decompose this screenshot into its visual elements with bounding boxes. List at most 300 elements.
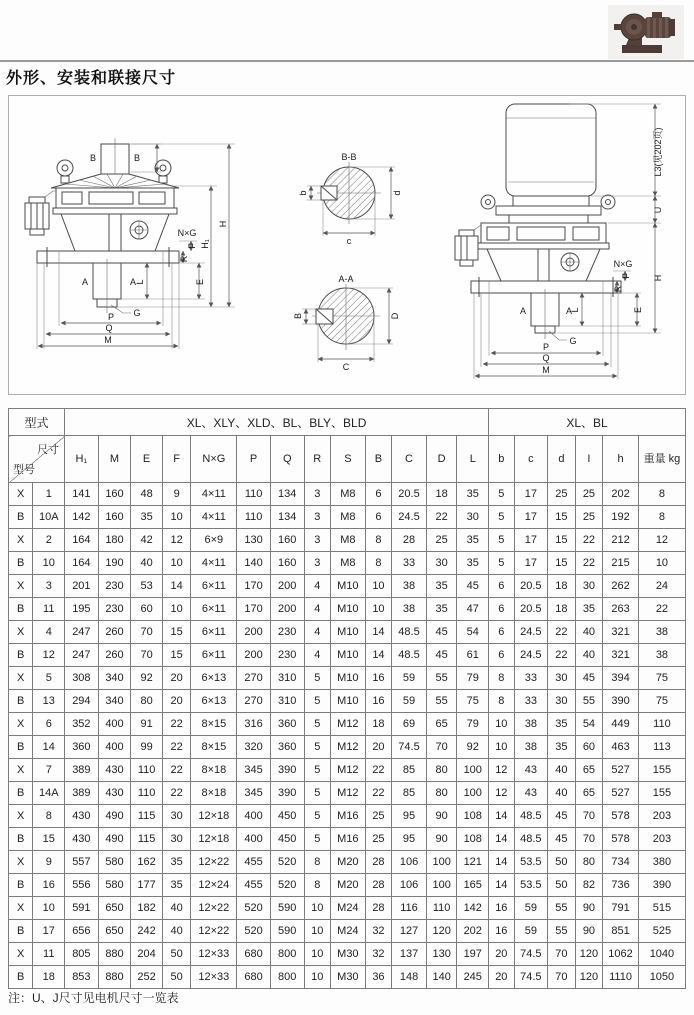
value-cell: 345 [237,759,271,782]
value-cell: 6 [489,598,514,621]
value-cell: 25 [365,828,392,851]
value-cell: 36 [365,966,392,989]
value-cell: 40 [548,759,576,782]
dim-label-c: c [346,236,352,246]
value-cell: 20 [162,667,191,690]
value-cell: 880 [98,966,131,989]
dim-label-E: E [195,278,205,286]
value-cell: 400 [98,713,131,736]
value-cell: 490 [98,805,131,828]
value-cell: 8 [638,506,685,529]
value-cell: 155 [638,782,685,805]
value-cell: 100 [426,874,457,897]
value-cell: M12 [331,759,366,782]
value-cell: 160 [270,529,304,552]
value-cell: 70 [131,621,163,644]
value-cell: 28 [365,874,392,897]
model-cell: 14A [33,782,65,805]
value-cell: 734 [603,851,639,874]
dim-label-M: M [104,335,112,345]
value-cell: 65 [575,759,603,782]
value-cell: 53.5 [514,874,548,897]
value-cell: 389 [65,759,99,782]
model-cell: 10 [33,552,65,575]
value-cell: 35 [575,598,603,621]
value-cell: 8 [489,667,514,690]
value-cell: 12×24 [191,874,237,897]
value-cell: 48.5 [514,828,548,851]
type-label-cell: 型式 [9,409,65,436]
dim-label-F: F [187,243,197,249]
value-cell: 53 [131,575,163,598]
value-cell: 5 [304,667,331,690]
value-cell: 5 [304,690,331,713]
value-cell: 74.5 [514,943,548,966]
dim-label-d: d [392,190,402,196]
table-row [9,897,686,920]
model-cell: 8 [33,805,65,828]
value-cell: 25 [365,805,392,828]
value-cell: 35 [548,736,576,759]
value-cell: 20 [489,966,514,989]
value-cell: 74.5 [392,736,427,759]
series-cell: B [9,828,33,851]
header-divider [0,60,694,62]
value-cell: 390 [603,690,639,713]
value-cell: 12 [489,759,514,782]
value-cell: 14 [365,644,392,667]
value-cell: 17 [514,529,548,552]
value-cell: 25 [575,506,603,529]
table-row [9,621,686,644]
value-cell: 10 [304,943,331,966]
series-cell: B [9,598,33,621]
series-cell: B [9,966,33,989]
value-cell: 203 [638,805,685,828]
value-cell: 55 [575,690,603,713]
value-cell: 130 [426,943,457,966]
value-cell: 345 [237,782,271,805]
value-cell: 212 [603,529,639,552]
section-bb-title: B-B [341,152,357,162]
value-cell: 590 [270,897,304,920]
value-cell: 352 [65,713,99,736]
value-cell: 490 [98,828,131,851]
value-cell: 12×33 [191,966,237,989]
value-cell: 30 [548,667,576,690]
value-cell: 8×18 [191,759,237,782]
value-cell: 3 [304,506,331,529]
value-cell: 18 [426,483,457,506]
value-cell: 5 [304,759,331,782]
value-cell: 25 [426,529,457,552]
model-cell: 6 [33,713,65,736]
model-cell: 5 [33,667,65,690]
value-cell: 578 [603,805,639,828]
value-cell: 215 [603,552,639,575]
dim-label-H: H [218,220,228,228]
value-cell: 5 [304,713,331,736]
value-cell: 260 [98,621,131,644]
value-cell: 85 [392,782,427,805]
value-cell: 15 [548,529,576,552]
value-cell: 22 [548,644,576,667]
value-cell: 170 [237,575,271,598]
value-cell: 394 [603,667,639,690]
value-cell: 10 [638,552,685,575]
value-cell: 10 [162,598,191,621]
value-cell: 110 [426,897,457,920]
value-cell: 110 [131,782,163,805]
value-cell: 320 [237,736,271,759]
value-cell: 48.5 [392,644,427,667]
value-cell: 15 [162,621,191,644]
value-cell: 35 [162,851,191,874]
value-cell: M8 [331,483,366,506]
table-row [9,483,686,506]
value-cell: 33 [514,690,548,713]
value-cell: 450 [270,805,304,828]
model-cell: 9 [33,851,65,874]
value-cell: 8 [365,552,392,575]
value-cell: 15 [548,552,576,575]
value-cell: 12×22 [191,920,237,943]
value-cell: 590 [270,920,304,943]
value-cell: 22 [365,759,392,782]
value-cell: 310 [270,690,304,713]
series-cell: X [9,851,33,874]
value-cell: 90 [426,828,457,851]
table-row [9,667,686,690]
value-cell: 80 [575,851,603,874]
corner-label-size: 尺寸 [37,444,60,456]
value-cell: 800 [270,966,304,989]
value-cell: 69 [392,713,427,736]
value-cell: 140 [426,966,457,989]
value-cell: 200 [270,575,304,598]
value-cell: 40 [575,644,603,667]
value-cell: M24 [331,920,366,943]
value-cell: 245 [457,966,489,989]
value-cell: 35 [457,483,489,506]
value-cell: 45 [457,575,489,598]
table-row [9,805,686,828]
table-row [9,529,686,552]
value-cell: 24.5 [392,506,427,529]
value-cell: 390 [638,874,685,897]
value-cell: 242 [131,920,163,943]
value-cell: 18 [548,598,576,621]
value-cell: 520 [237,920,271,943]
dimension-table [8,408,686,989]
value-cell: 116 [392,897,427,920]
value-cell: 55 [548,897,576,920]
value-cell: 578 [603,828,639,851]
value-cell: 80 [426,782,457,805]
series-cell: B [9,874,33,897]
value-cell: M8 [331,506,366,529]
value-cell: 70 [548,943,576,966]
series-cell: B [9,644,33,667]
value-cell: 28 [365,851,392,874]
value-cell: 130 [237,529,271,552]
value-cell: 430 [65,828,99,851]
value-cell: 203 [638,828,685,851]
value-cell: 28 [392,529,427,552]
value-cell: 390 [270,759,304,782]
value-cell: 74.5 [514,966,548,989]
dim-label-A: A [129,277,137,287]
value-cell: 43 [514,759,548,782]
value-cell: 4×11 [191,506,237,529]
table-row [9,828,686,851]
value-cell: M10 [331,575,366,598]
value-cell: 18 [548,575,576,598]
value-cell: 75 [638,667,685,690]
value-cell: 38 [392,598,427,621]
table-row [9,874,686,897]
drawing-panel [8,95,686,395]
value-cell: 12 [489,782,514,805]
value-cell: 294 [65,690,99,713]
group1-header: XL、XLY、XLD、BL、BLY、BLD [65,409,489,436]
value-cell: 556 [65,874,99,897]
value-cell: 35 [457,552,489,575]
value-cell: 380 [638,851,685,874]
value-cell: 42 [131,529,163,552]
value-cell: 14 [489,805,514,828]
value-cell: 515 [638,897,685,920]
value-cell: 170 [237,598,271,621]
value-cell: 24.5 [514,621,548,644]
value-cell: 204 [131,943,163,966]
value-cell: 6 [365,506,392,529]
value-cell: 55 [548,920,576,943]
value-cell: 65 [426,713,457,736]
col-header: Q [270,436,304,483]
dim-label-H1: H₁ [200,239,210,249]
value-cell: 520 [270,874,304,897]
value-cell: 449 [603,713,639,736]
model-cell: 16 [33,874,65,897]
value-cell: 8 [489,690,514,713]
value-cell: 155 [638,759,685,782]
value-cell: 8 [638,483,685,506]
value-cell: 110 [638,713,685,736]
value-cell: 16 [365,690,392,713]
value-cell: 202 [457,920,489,943]
value-cell: 4×11 [191,552,237,575]
value-cell: 45 [548,805,576,828]
dim-label-A: A [519,306,527,316]
dim-label-F: F [621,273,631,279]
value-cell: 95 [392,828,427,851]
value-cell: 164 [65,552,99,575]
value-cell: 38 [638,644,685,667]
dim-label-G: G [133,308,141,318]
dim-label-B: B [133,153,141,163]
table-row [9,506,686,529]
series-cell: X [9,759,33,782]
value-cell: 40 [162,897,191,920]
value-cell: 6 [489,644,514,667]
value-cell: 35 [162,874,191,897]
value-cell: 53.5 [514,851,548,874]
value-cell: 137 [392,943,427,966]
value-cell: 148 [392,966,427,989]
value-cell: 6×11 [191,598,237,621]
value-cell: 22 [162,782,191,805]
dim-label-H: H [653,274,663,282]
value-cell: 340 [98,667,131,690]
col-header: F [162,436,191,483]
value-cell: 60 [575,736,603,759]
value-cell: 115 [131,805,163,828]
value-cell: 90 [575,920,603,943]
value-cell: 580 [98,874,131,897]
value-cell: 110 [131,759,163,782]
value-cell: 8 [365,529,392,552]
value-cell: 33 [392,552,427,575]
value-cell: 430 [98,759,131,782]
value-cell: 791 [603,897,639,920]
dim-label-Q: Q [542,353,550,363]
value-cell: 6×11 [191,644,237,667]
model-cell: 12 [33,644,65,667]
dim-label-NxG: N×G [177,228,197,238]
dim-label-b: b [298,190,308,196]
value-cell: 40 [131,552,163,575]
value-cell: 25 [575,483,603,506]
series-cell: X [9,713,33,736]
value-cell: 38 [514,713,548,736]
series-cell: B [9,506,33,529]
value-cell: 14 [489,874,514,897]
value-cell: 200 [237,644,271,667]
series-cell: X [9,575,33,598]
table-row [9,759,686,782]
value-cell: 38 [514,736,548,759]
series-cell: B [9,736,33,759]
table-row [9,920,686,943]
gearmotor-photo [608,5,684,59]
value-cell: 32 [365,920,392,943]
series-cell: X [9,805,33,828]
value-cell: 115 [131,828,163,851]
value-cell: 230 [98,575,131,598]
value-cell: M20 [331,851,366,874]
value-cell: 20 [489,943,514,966]
col-header: d [548,436,576,483]
value-cell: 4 [304,621,331,644]
value-cell: 321 [603,621,639,644]
value-cell: 360 [270,713,304,736]
value-cell: 1050 [638,966,685,989]
value-cell: 10 [489,713,514,736]
value-cell: 22 [426,506,457,529]
value-cell: 80 [426,759,457,782]
value-cell: 17 [514,506,548,529]
value-cell: 202 [603,483,639,506]
value-cell: 262 [603,575,639,598]
col-header: P [237,436,271,483]
col-header: h [603,436,639,483]
value-cell: 389 [65,782,99,805]
value-cell: 247 [65,644,99,667]
value-cell: 8 [304,874,331,897]
value-cell: 182 [131,897,163,920]
value-cell: 736 [603,874,639,897]
value-cell: 5 [489,506,514,529]
dim-label-A: A [81,277,89,287]
col-header: R [304,436,331,483]
value-cell: 270 [237,667,271,690]
value-cell: 17 [514,483,548,506]
value-cell: 5 [489,529,514,552]
dimension-drawings [9,96,685,392]
value-cell: 430 [98,782,131,805]
value-cell: 591 [65,897,99,920]
value-cell: 12×33 [191,943,237,966]
value-cell: 22 [638,598,685,621]
value-cell: 70 [548,966,576,989]
value-cell: 160 [270,552,304,575]
value-cell: 48 [131,483,163,506]
dim-label-P: P [107,312,115,322]
value-cell: 35 [426,575,457,598]
value-cell: 45 [426,644,457,667]
col-header: c [514,436,548,483]
value-cell: 20 [162,690,191,713]
value-cell: 177 [131,874,163,897]
value-cell: 50 [548,851,576,874]
value-cell: 316 [237,713,271,736]
value-cell: 95 [392,805,427,828]
value-cell: 14 [489,828,514,851]
value-cell: M20 [331,874,366,897]
value-cell: 61 [457,644,489,667]
value-cell: 15 [162,644,191,667]
value-cell: 360 [270,736,304,759]
model-cell: 15 [33,828,65,851]
value-cell: 160 [98,506,131,529]
value-cell: 22 [162,713,191,736]
value-cell: 55 [426,667,457,690]
value-cell: 80 [131,690,163,713]
value-cell: 580 [98,851,131,874]
model-cell: 13 [33,690,65,713]
value-cell: 54 [457,621,489,644]
series-cell: B [9,690,33,713]
value-cell: 390 [270,782,304,805]
dimension-table-body [9,483,686,989]
value-cell: 30 [426,552,457,575]
value-cell: 79 [457,713,489,736]
value-cell: 40 [162,920,191,943]
value-cell: 43 [514,782,548,805]
value-cell: 100 [457,782,489,805]
value-cell: 22 [162,736,191,759]
value-cell: 308 [65,667,99,690]
value-cell: 92 [131,667,163,690]
series-cell: X [9,621,33,644]
value-cell: 5 [489,483,514,506]
value-cell: 400 [98,736,131,759]
model-cell: 1 [33,483,65,506]
value-cell: 247 [65,621,99,644]
value-cell: 5 [489,552,514,575]
value-cell: M10 [331,667,366,690]
